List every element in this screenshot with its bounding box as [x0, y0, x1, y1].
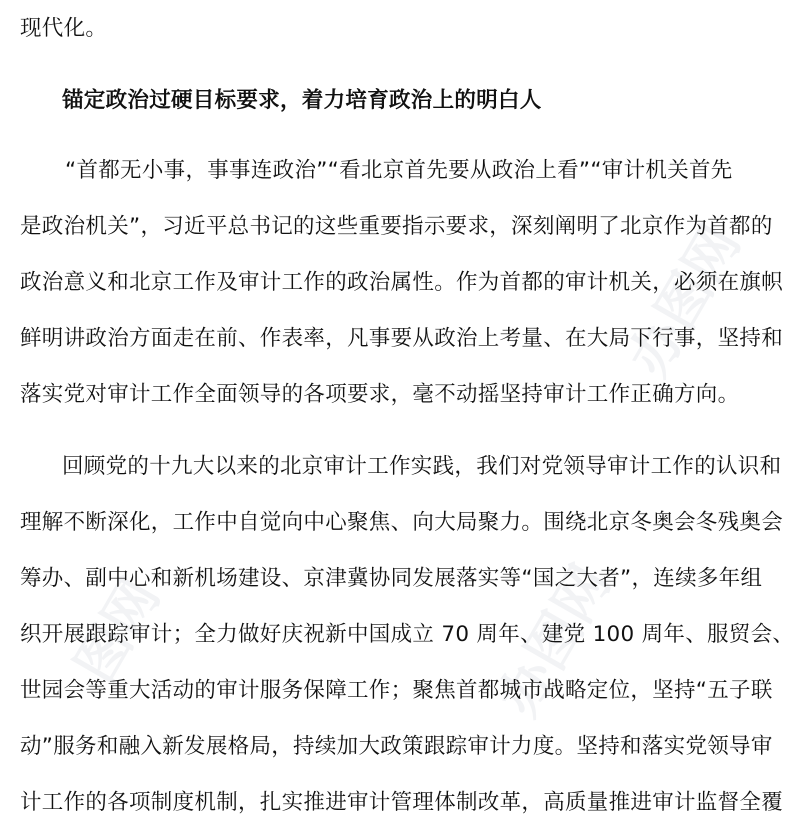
paragraph2-line-2: 理解不断深化，工作中自觉向中心聚焦、向大局聚力。围绕北京冬奥会冬残奥会: [20, 510, 784, 535]
paragraph2-line-3: 筹办、副中心和新机场建设、京津冀协同发展落实等“国之大者”，连续多年组: [20, 566, 763, 591]
paragraph1-line-3: 政治意义和北京工作及审计工作的政治属性。作为首都的审计机关，必须在旗帜: [20, 270, 784, 295]
paragraph1-line-1: “首都无小事，事事连政治”“看北京首先要从政治上看”“审计机关首先: [65, 158, 733, 183]
paragraph2-line-5: 世园会等重大活动的审计服务保障工作；聚焦首都城市战略定位，坚持“五子联: [20, 678, 773, 703]
paragraph2-line-6: 动”服务和融入新发展格局，持续加大政策跟踪审计力度。坚持和落实党领导审: [20, 734, 773, 759]
paragraph1-line-2: 是政治机关”，习近平总书记的这些重要指示要求，深刻阐明了北京作为首都的: [20, 214, 773, 239]
paragraph2-line-1: 回顾党的十九大以来的北京审计工作实践，我们对党领导审计工作的认识和: [62, 454, 782, 479]
paragraph2-line-7: 计工作的各项制度机制，扎实推进审计管理体制改革，高质量推进审计监督全覆: [20, 790, 784, 815]
paragraph1-line-4: 鲜明讲政治方面走在前、作表率，凡事要从政治上考量、在大局下行事，坚持和: [20, 326, 784, 351]
watermark-2: 图网: [63, 567, 172, 694]
section-heading: 锚定政治过硬目标要求，着力培育政治上的明白人: [62, 88, 542, 113]
top-fragment: 现代化。: [20, 16, 108, 41]
paragraph1-line-5: 落实党对审计工作全面领导的各项要求，毫不动摇坚持审计工作正确方向。: [20, 382, 740, 407]
watermark-3: 办图网: [486, 554, 623, 727]
paragraph2-line-4: 织开展跟踪审计；全力做好庆祝新中国成立 70 周年、建党 100 周年、服贸会、: [20, 622, 795, 647]
watermark-1: 办图网: [616, 214, 753, 387]
